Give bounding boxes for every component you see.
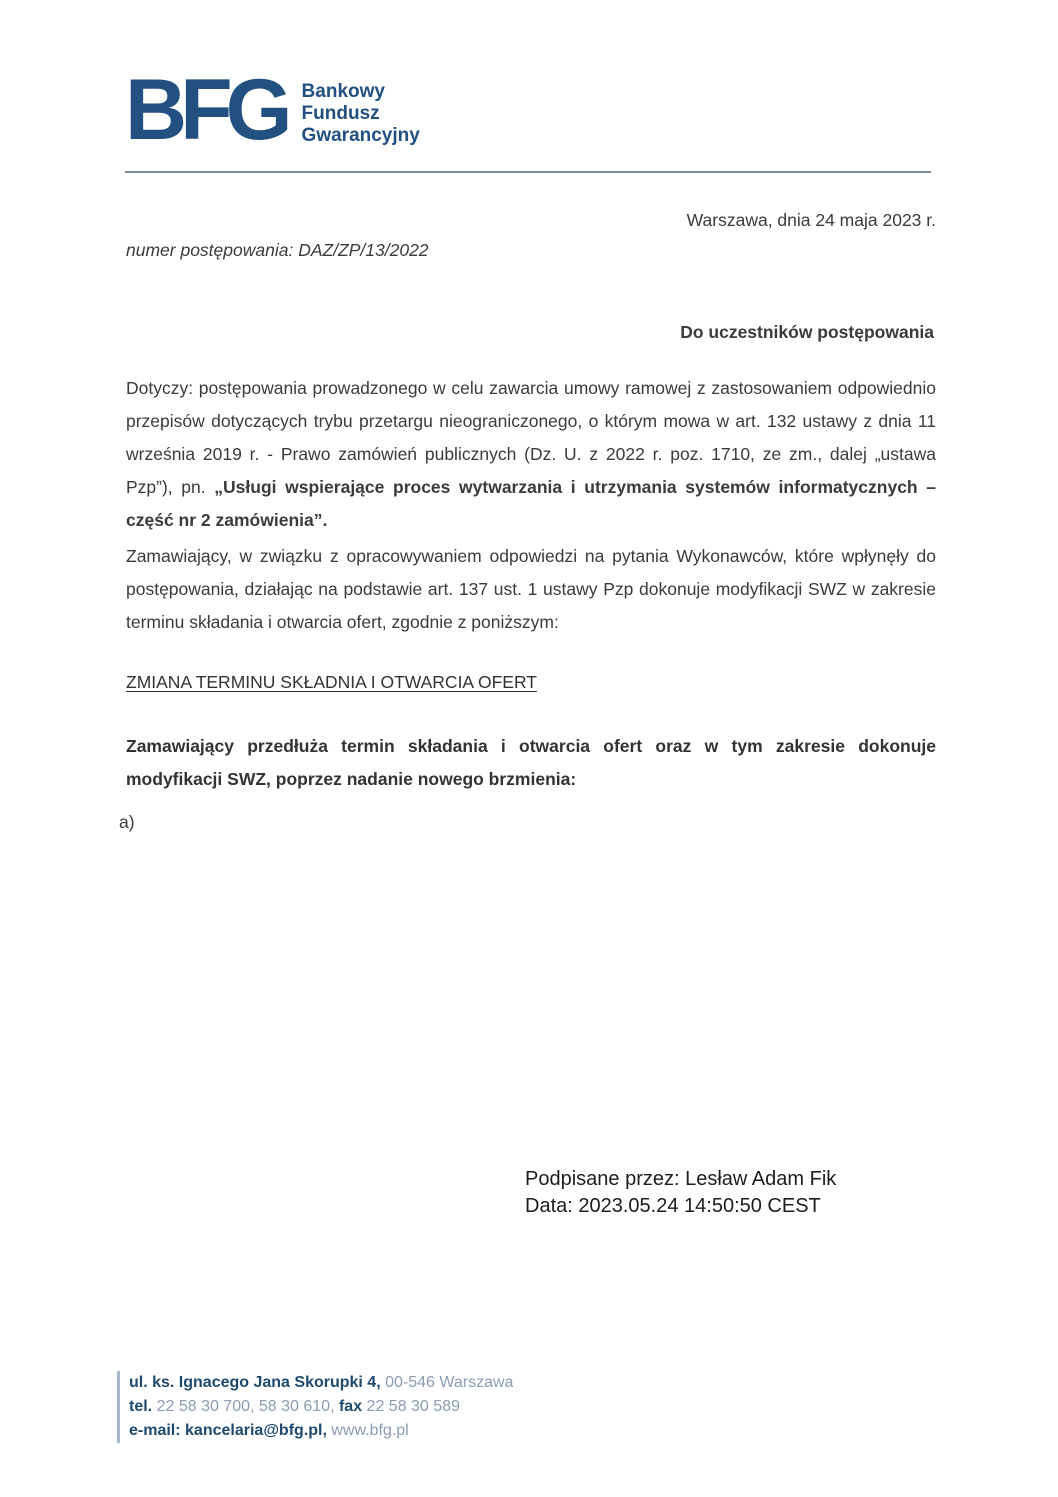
modification-intro-paragraph: Zamawiający, w związku z opracowywaniem odpowiedzi na pytania Wykonawców, które wpłynęły do postępowania, działając na podstawie art. 137 ust. 1 ustawy Pzp dokonuje modyfikacji SWZ w zakresie terminu składania i otwarcia ofert, zgodnie z poniższym: [126,546,936,632]
signature-date-line: Data: 2023.05.24 14:50:50 CEST [525,1195,821,1217]
logo-name-line-2: Fundusz [301,103,380,124]
bfg-logo [125,62,420,158]
deadline-extension-paragraph: Zamawiający przedłuża termin składania i otwarcia ofert oraz w tym zakresie dokonuje modyfikacji SWZ, poprzez nadanie nowego brzmienia: [126,736,936,789]
bfg-logo-acronym: BFG [125,62,286,158]
footer-email-label: e-mail: [129,1422,181,1439]
bfg-logo-name [302,81,420,147]
footer-email-value: kancelaria@bfg.pl, [185,1422,327,1439]
logo-name-line-1: Bankowy [301,81,385,102]
place-and-date-line: Warszawa, dnia 24 maja 2023 r. [686,210,936,230]
addressee-line: Do uczestników postępowania [680,322,934,342]
footer-fax-number: 22 58 30 589 [366,1398,460,1415]
section-heading: ZMIANA TERMINU SKŁADNIA I OTWARCIA OFERT [126,672,537,692]
header-divider-rule [125,171,931,173]
signature-signed-by-line: Podpisane przez: Lesław Adam Fik [525,1168,837,1190]
footer-phone-line [129,1395,513,1419]
list-item-a: a) [119,812,135,832]
subject-paragraph [126,372,936,537]
subject-paragraph-normal: Dotyczy: postępowania prowadzonego w celu zawarcia umowy ramowej z zastosowaniem odpowiednio przepisów dotyczących trybu przetargu nieograniczonego, o którym mowa w art. 132 ustawy z dnia 11 września 2019 r. - Prawo zamówień publicznych (Dz. U. z 2022 r. poz. 1710, ze zm., dalej „ustawa Pzp”), pn. [126,378,936,497]
logo-name-line-3: Gwarancyjny [301,125,420,146]
footer-website: www.bfg.pl [331,1422,409,1439]
footer-tel-label: tel. [129,1398,153,1415]
footer-contact-block [117,1371,513,1443]
subject-paragraph-bold: „Usługi wspierające proces wytwarzania i utrzymania systemów informatycznych – część nr 2 zamówienia”. [126,477,936,530]
footer-email-line [129,1419,513,1443]
footer-street: ul. ks. Ignacego Jana Skorupki 4, [129,1374,381,1391]
case-number-line: numer postępowania: DAZ/ZP/13/2022 [126,240,429,260]
footer-address-line [129,1371,513,1395]
footer-postal-city: 00-546 Warszawa [385,1374,514,1391]
footer-fax-label: fax [338,1398,363,1415]
footer-tel-numbers: 22 58 30 700, 58 30 610, [156,1398,335,1415]
digital-signature-stamp [525,1166,836,1220]
